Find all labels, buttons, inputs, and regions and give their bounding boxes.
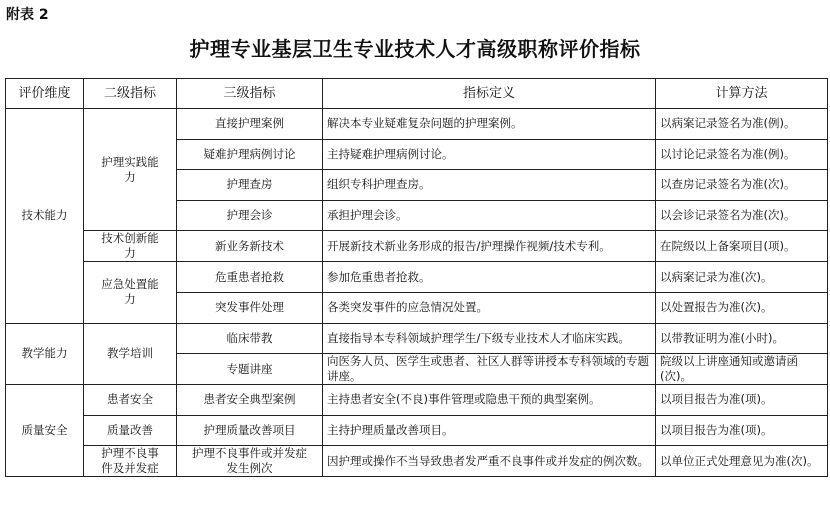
level3-label: 护理不良事件或并发症发生例次 <box>192 446 307 476</box>
level3-cell: 疑难护理病例讨论 <box>177 139 323 170</box>
definition-cell: 各类突发事件的应急情况处置。 <box>323 292 656 323</box>
level3-cell: 新业务新技术 <box>177 231 323 262</box>
method-cell: 以讨论记录签名为准(例)。 <box>656 139 828 170</box>
appendix-label: 附表 2 <box>6 7 49 23</box>
definition-cell: 开展新技术新业务形成的报告/护理操作视频/技术专利。 <box>323 231 656 262</box>
evaluation-table <box>5 78 828 477</box>
level3-cell: 临床带教 <box>177 323 323 354</box>
header-level2: 二级指标 <box>84 79 177 109</box>
header-level3: 三级指标 <box>177 79 323 109</box>
method-cell: 以查房记录签名为准(次)。 <box>656 170 828 201</box>
table-row <box>6 231 828 262</box>
method-cell: 以会诊记录签名为准(次)。 <box>656 200 828 231</box>
method-cell: 以单位正式处理意见为准(次)。 <box>656 446 828 477</box>
definition-cell: 组织专科护理查房。 <box>323 170 656 201</box>
level2-cell: 教学培训 <box>84 323 177 385</box>
method-cell: 以项目报告为准(项)。 <box>656 385 828 416</box>
level2-cell <box>84 262 177 323</box>
level2-cell: 患者安全 <box>84 385 177 416</box>
table-row <box>6 109 828 140</box>
page-title: 护理专业基层卫生专业技术人才高级职称评价指标 <box>189 37 641 61</box>
level3-cell: 直接护理案例 <box>177 109 323 140</box>
level3-cell: 护理查房 <box>177 170 323 201</box>
method-cell: 在院级以上备案项目(项)。 <box>656 231 828 262</box>
table-row <box>6 262 828 293</box>
level2-cell <box>84 446 177 477</box>
definition-cell: 主持护理质量改善项目。 <box>323 415 656 446</box>
definition-cell: 主持疑难护理病例讨论。 <box>323 139 656 170</box>
level3-cell: 专题讲座 <box>177 354 323 385</box>
table-row <box>6 385 828 416</box>
definition-cell: 主持患者安全(不良)事件管理或隐患干预的典型案例。 <box>323 385 656 416</box>
definition-cell: 承担护理会诊。 <box>323 200 656 231</box>
table-row <box>6 446 828 477</box>
level3-cell: 患者安全典型案例 <box>177 385 323 416</box>
table-row <box>6 323 828 354</box>
level3-cell: 危重患者抢救 <box>177 262 323 293</box>
method-cell: 以病案记录为准(次)。 <box>656 262 828 293</box>
header-method: 计算方法 <box>656 79 828 109</box>
level2-label: 技术创新能力 <box>101 231 159 261</box>
method-cell: 以病案记录签名为准(例)。 <box>656 109 828 140</box>
header-dimension: 评价维度 <box>6 79 84 109</box>
level2-cell <box>84 109 177 231</box>
dimension-cell: 技术能力 <box>6 109 84 324</box>
level3-cell: 护理质量改善项目 <box>177 415 323 446</box>
level2-label: 应急处置能力 <box>101 277 159 307</box>
definition-cell: 直接指导本专科领域护理学生/下级专业技术人才临床实践。 <box>323 323 656 354</box>
definition-cell: 解决本专业疑难复杂问题的护理案例。 <box>323 109 656 140</box>
level2-label: 护理不良事件及并发症 <box>101 446 159 476</box>
header-definition: 指标定义 <box>323 79 656 109</box>
method-cell: 以项目报告为准(项)。 <box>656 415 828 446</box>
level2-cell <box>84 231 177 262</box>
method-cell: 以带教证明为准(小时)。 <box>656 323 828 354</box>
dimension-cell: 教学能力 <box>6 323 84 385</box>
level2-cell: 质量改善 <box>84 415 177 446</box>
level3-cell <box>177 446 323 477</box>
method-cell: 院级以上讲座通知或邀请函(次)。 <box>656 354 828 385</box>
table-row <box>6 415 828 446</box>
definition-cell: 因护理或操作不当导致患者发严重不良事件或并发症的例次数。 <box>323 446 656 477</box>
level3-cell: 护理会诊 <box>177 200 323 231</box>
definition-cell: 参加危重患者抢救。 <box>323 262 656 293</box>
level3-cell: 突发事件处理 <box>177 292 323 323</box>
table-header-row <box>6 79 828 109</box>
method-cell: 以处置报告为准(次)。 <box>656 292 828 323</box>
definition-cell: 向医务人员、医学生或患者、社区人群等讲授本专科领域的专题讲座。 <box>323 354 656 385</box>
level2-label: 护理实践能力 <box>101 154 159 184</box>
dimension-cell: 质量安全 <box>6 385 84 477</box>
